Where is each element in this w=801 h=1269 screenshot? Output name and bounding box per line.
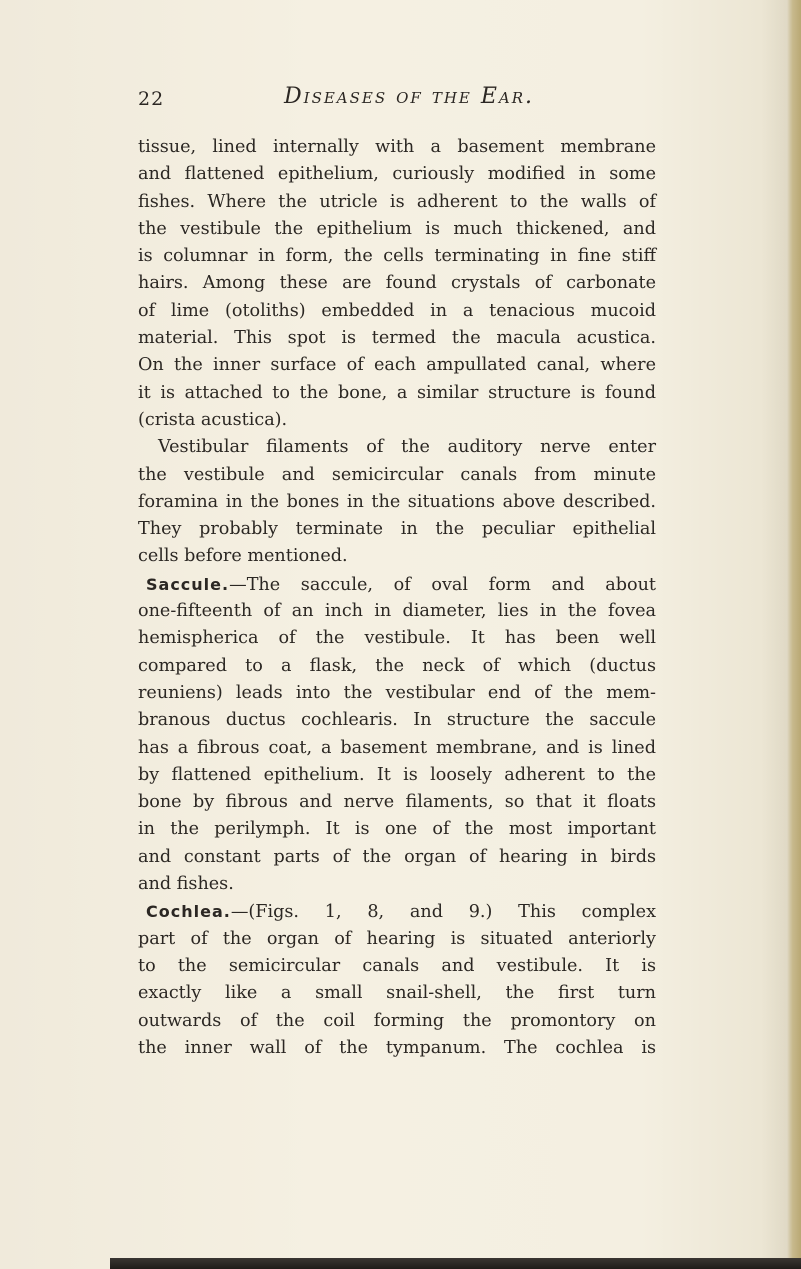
text-line: reuniens) leads into the vestibular end of the mem-: [138, 682, 656, 703]
page-bottom-edge: [110, 1258, 801, 1269]
text-line: cells before mentioned.: [138, 546, 348, 567]
text-line: and flattened epithelium, curiously modified in some: [138, 164, 656, 185]
page-number: 22: [138, 88, 165, 110]
running-title: Diseases of the Ear.: [284, 84, 535, 109]
cochlea-paragraph-start: [138, 898, 656, 925]
text-line: outwards of the coil forming the promontory on: [138, 1010, 656, 1031]
text-line: They probably terminate in the peculiar epithelial: [138, 519, 656, 540]
text-line: it is attached to the bone, a similar structure is found: [138, 382, 656, 403]
text-line: has a fibrous coat, a basement membrane, and is lined: [138, 737, 656, 758]
text-line: part of the organ of hearing is situated anteriorly: [138, 928, 656, 949]
text-line: the inner wall of the tympanum. The cochlea is: [138, 1037, 656, 1058]
text-line: (crista acustica).: [138, 409, 288, 430]
page-header: [138, 84, 658, 118]
text-line: in the perilymph. It is one of the most important: [138, 819, 656, 840]
text-line: the vestibule and semicircular canals from minute: [138, 464, 656, 485]
saccule-heading: Saccule.: [146, 574, 230, 594]
text-line: the vestibule the epithelium is much thickened, and: [138, 218, 656, 239]
text-line: exactly like a small snail-shell, the first turn: [138, 983, 656, 1004]
text-line: and fishes.: [138, 874, 234, 895]
saccule-paragraph-start: [138, 571, 656, 598]
text-line: to the semicircular canals and vestibule. It is: [138, 955, 656, 976]
text-line: foramina in the bones in the situations above described.: [138, 491, 656, 512]
text-line: Vestibular filaments of the auditory nerve enter: [158, 437, 656, 458]
body-text: [138, 134, 656, 1062]
text-line: material. This spot is termed the macula acustica.: [138, 328, 656, 349]
page-edge-shadow: [787, 0, 801, 1269]
cochlea-heading: Cochlea.: [146, 902, 231, 922]
text-line: —The saccule, of oval form and about: [229, 574, 656, 595]
text-line: branous ductus cochlearis. In structure the saccule: [138, 710, 656, 731]
text-line: hairs. Among these are found crystals of carbonate: [138, 273, 656, 294]
text-line: by flattened epithelium. It is loosely adherent to the: [138, 764, 656, 785]
text-line: —(Figs. 1, 8, and 9.) This complex: [230, 902, 656, 923]
text-line: tissue, lined internally with a basement membrane: [138, 137, 656, 157]
text-line: fishes. Where the utricle is adherent to the walls of: [138, 191, 656, 212]
text-line: compared to a flask, the neck of which (ductus: [138, 655, 656, 676]
text-line: and constant parts of the organ of hearing in birds: [138, 846, 656, 867]
text-line: of lime (otoliths) embedded in a tenacious mucoid: [138, 300, 656, 321]
text-line: On the inner surface of each ampullated canal, where: [138, 355, 656, 376]
text-line: hemispherica of the vestibule. It has been well: [138, 628, 656, 649]
text-line: is columnar in form, the cells terminating in fine stiff: [138, 246, 656, 267]
text-line: one-fifteenth of an inch in diameter, lies in the fovea: [138, 601, 656, 622]
text-line: bone by fibrous and nerve filaments, so that it floats: [138, 792, 656, 813]
